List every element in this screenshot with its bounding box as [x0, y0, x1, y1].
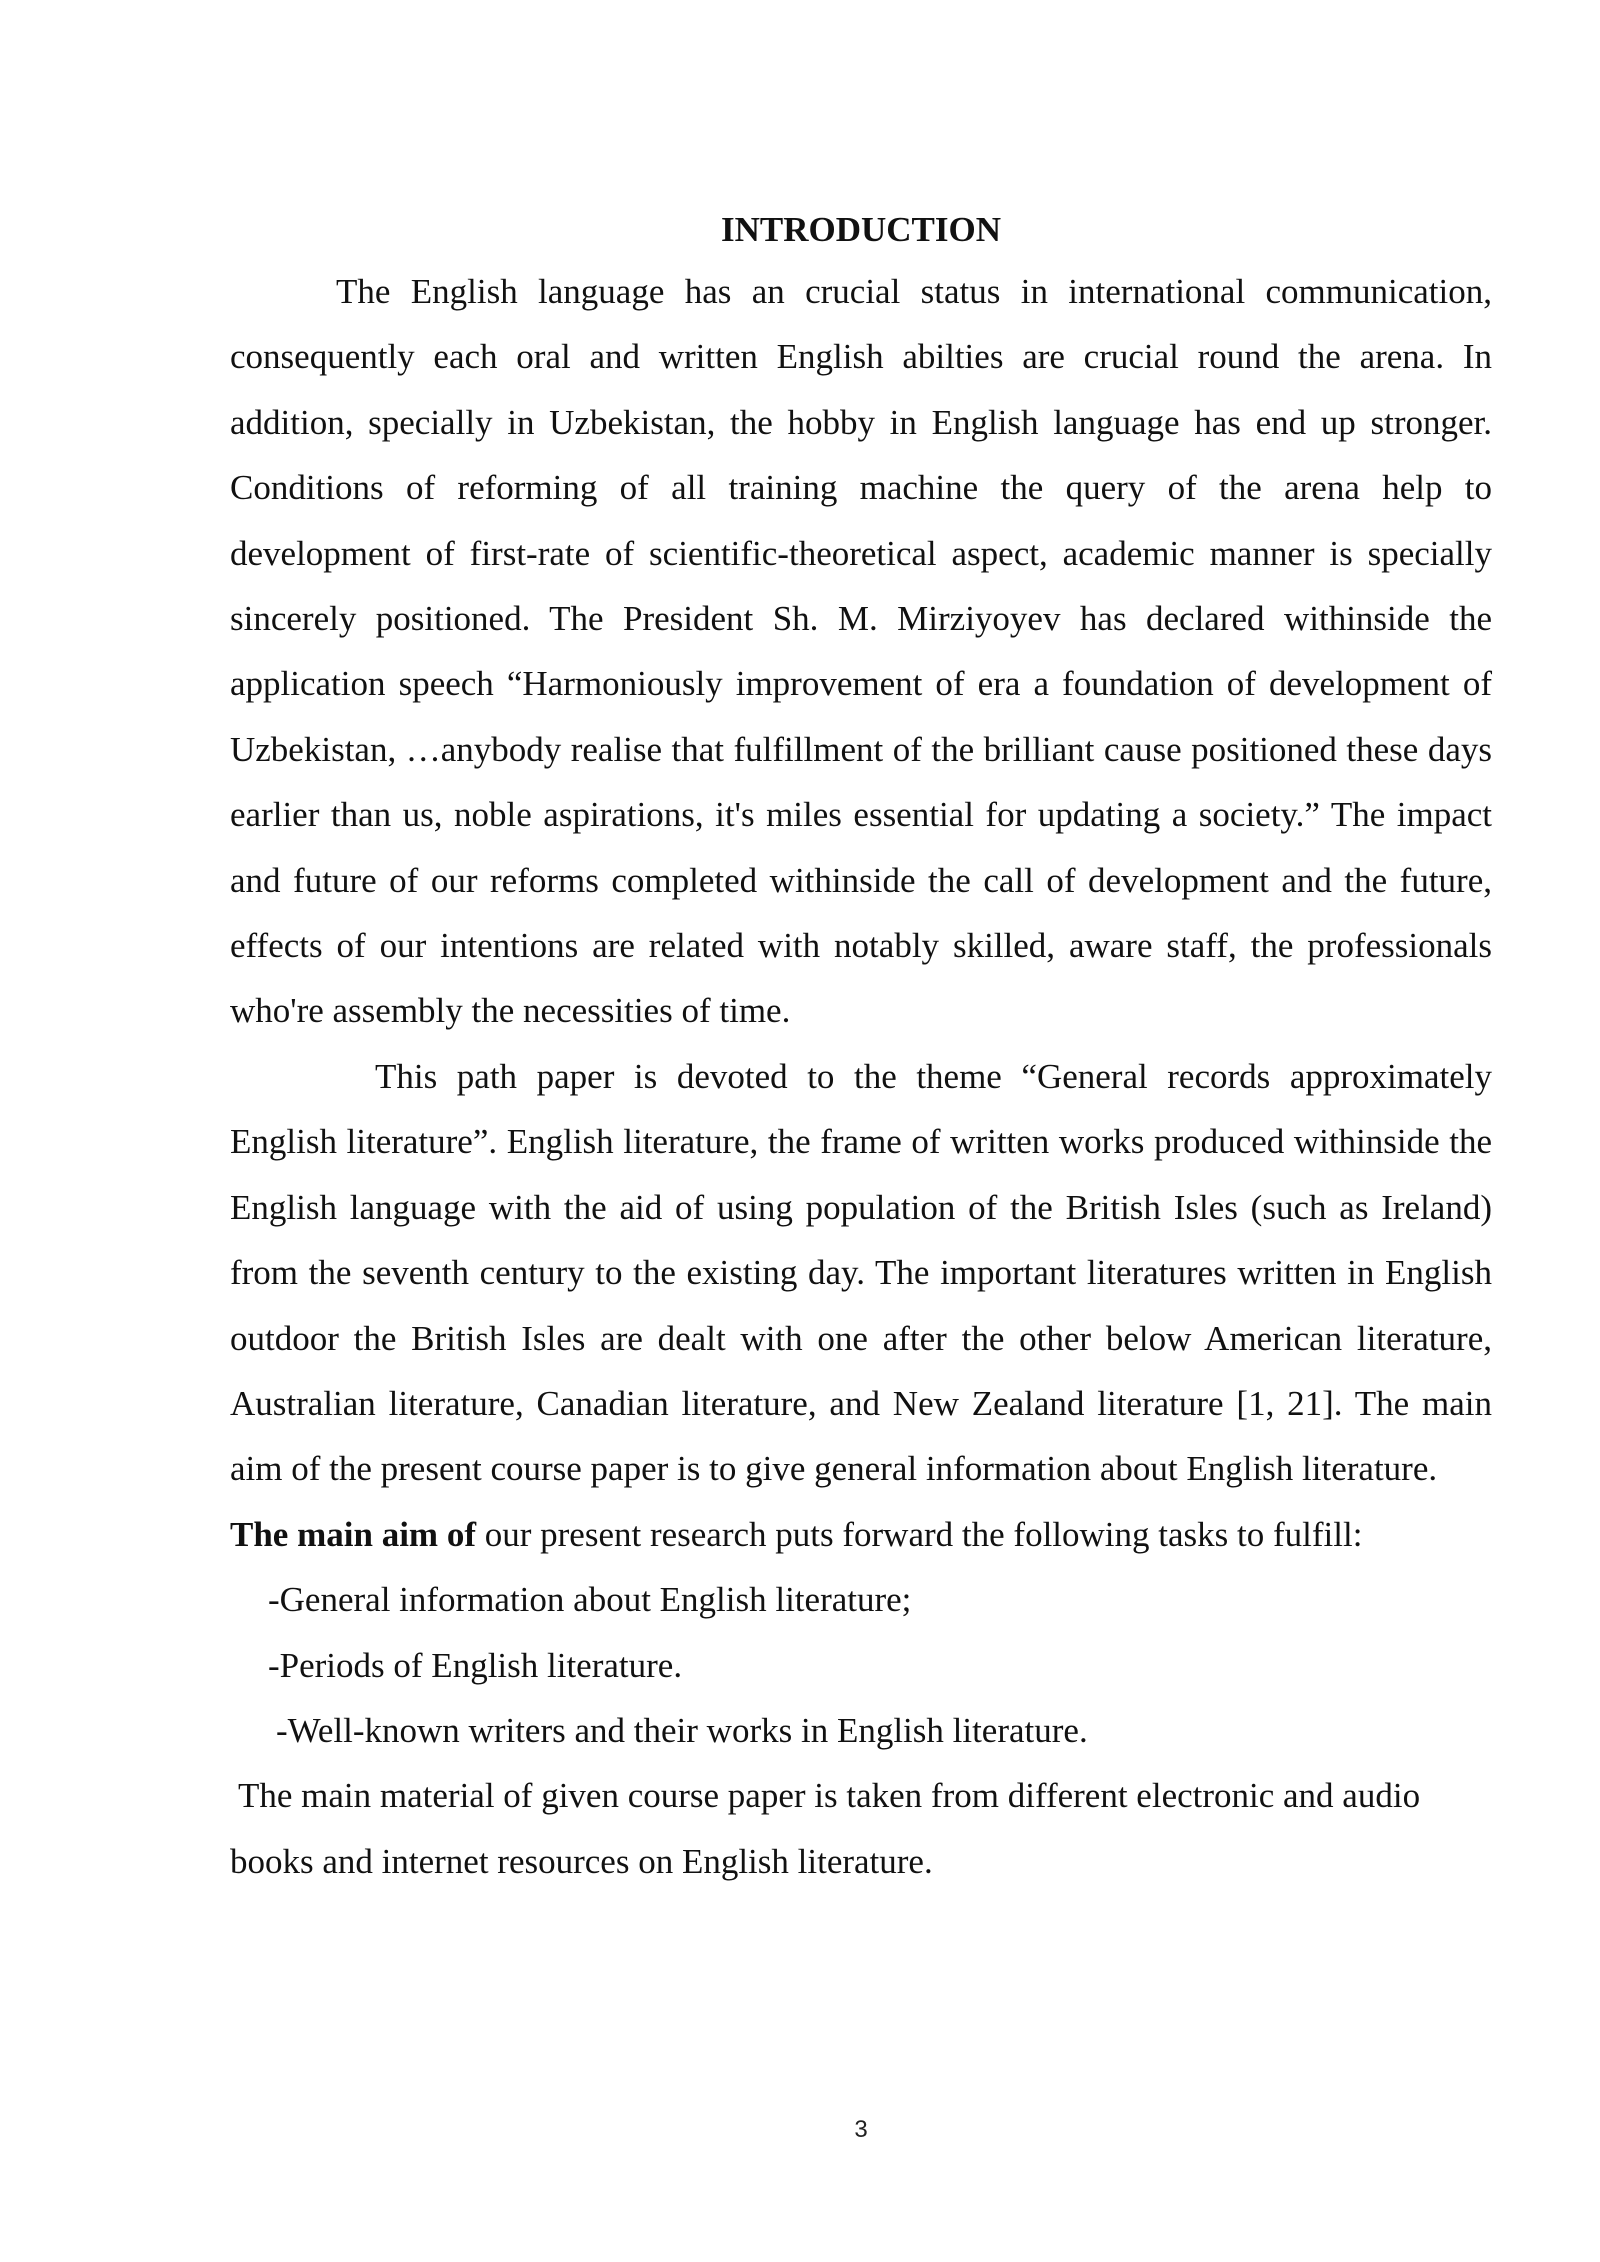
aim-statement — [230, 1502, 1492, 1567]
aim-statement-rest: our present research puts forward the following tasks to fulfill: — [475, 1514, 1363, 1554]
page-body — [230, 205, 1492, 1894]
intro-paragraph-1: The English language has an crucial status in international communication, consequently each oral and written English abilties are crucial round the arena. In addition, specially in Uzbekistan, the hobby in English language has end up stronger. Conditions of reforming of all training machine the query of the arena help to development of first-rate of scientific-theoretical aspect, academic manner is specially sincerely positioned. The President Sh. M. Mirziyoyev has declared withinside the application speech “Harmoniously improvement of era a foundation of development of Uzbekistan, …anybody realise that fulfillment of the brilliant cause positioned these days earlier than us, noble aspirations, it's miles essential for updating a society.” The impact and future of our reforms completed withinside the call of development and the future, effects of our intentions are related with notably skilled, aware staff, the professionals who're assembly the necessities of time. — [230, 272, 1492, 1031]
page-number: 3 — [854, 2116, 868, 2143]
section-heading: INTRODUCTION — [720, 210, 1002, 249]
task-item: -General information about English literature; — [268, 1580, 912, 1620]
aim-statement-bold: The main aim of — [230, 1514, 476, 1554]
task-item: -Well-known writers and their works in English literature. — [276, 1710, 1088, 1750]
closing-paragraph: The main material of given course paper is taken from different electronic and audio books and internet resources on English literature. — [230, 1776, 1421, 1881]
task-item: -Periods of English literature. — [268, 1645, 683, 1685]
intro-paragraph-2: This path paper is devoted to the theme “General records approximately English literature”. English literature, the frame of written works produced withinside the English language with the aid of using population of the British Isles (such as Ireland) from the seventh century to the existing day. The important literatures written in English outdoor the British Isles are dealt with one after the other below American literature, Australian literature, Canadian literature, and New Zealand literature [1, 21]. The main aim of the present course paper is to give general information about English literature. — [230, 1056, 1492, 1489]
